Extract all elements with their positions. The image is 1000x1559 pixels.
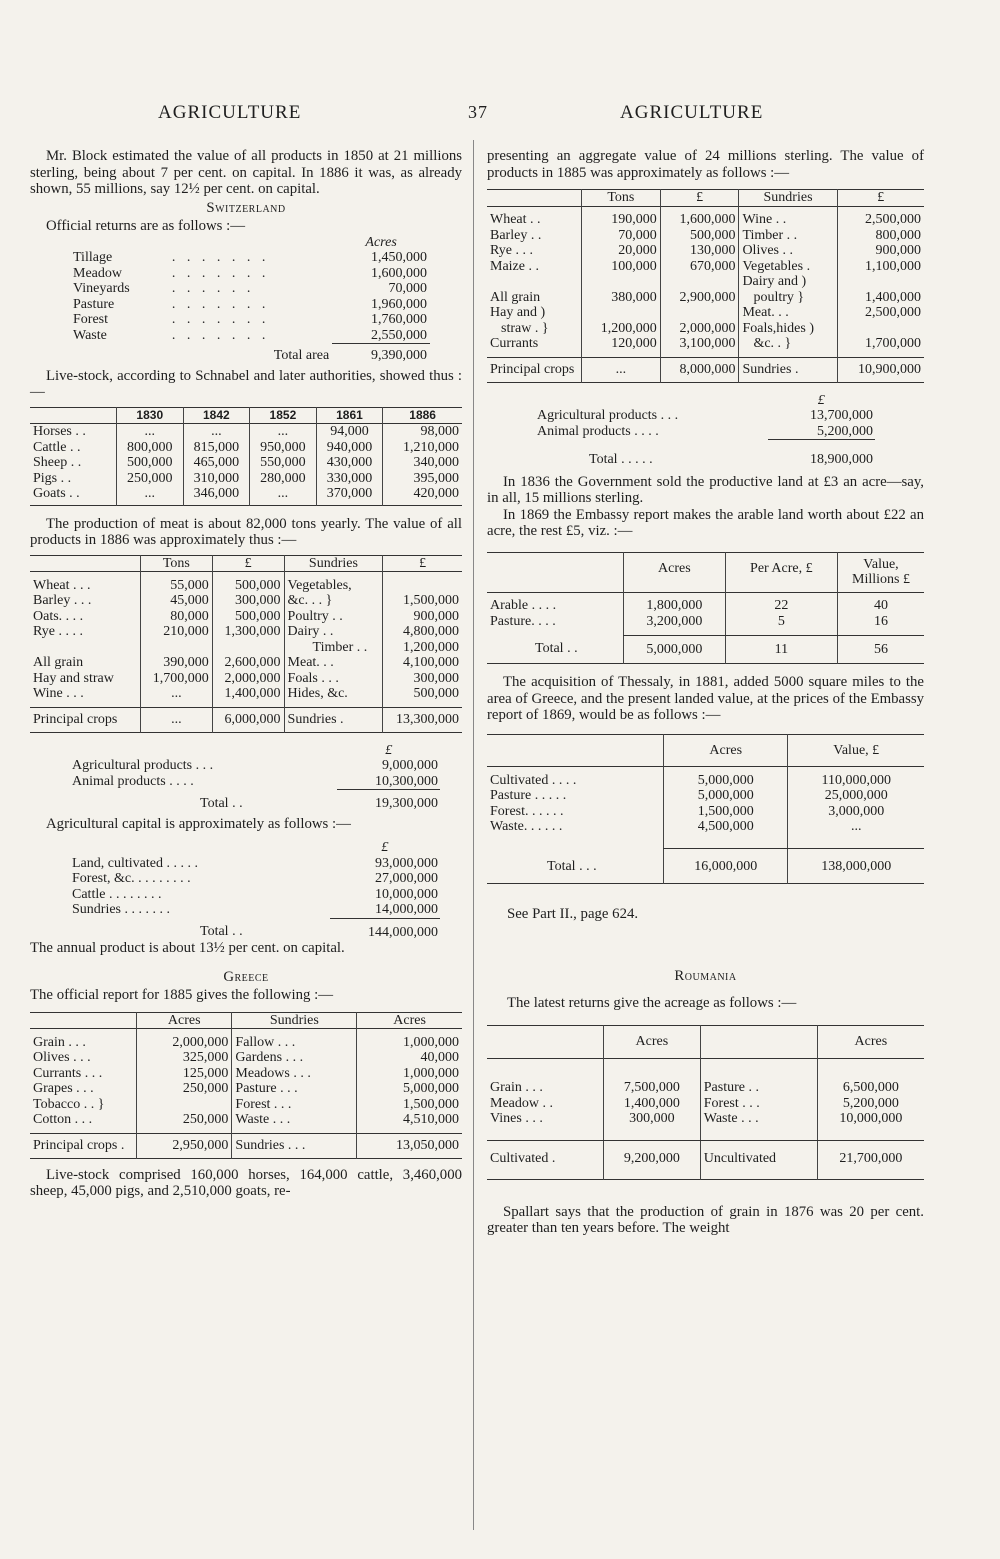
- heading-switzerland: Switzerland: [206, 199, 286, 216]
- table-row: Forest. . . . . . 1,500,000 3,000,000: [487, 804, 924, 820]
- table-row: Dairy and ): [487, 274, 924, 290]
- table-row: Cattle . . 800,000 815,000 950,000 940,000 1,210,000: [30, 440, 462, 456]
- table-row: Rye . . . . 210,000 1,300,000 Dairy . . 4,800,000: [30, 624, 462, 640]
- table-row: Hay and straw 1,700,000 2,000,000 Foals . . . 300,000: [30, 671, 462, 687]
- table-row: Barley . . 70,000 500,000 Timber . . 800,000: [487, 228, 924, 244]
- table-row: Agricultural products . . . 9,000,000: [72, 758, 438, 773]
- total-area-value: 9,390,000: [371, 348, 427, 363]
- table-row: Forest, &c. . . . . . . . . 27,000,000: [72, 871, 438, 886]
- paragraph-greece-livestock: Live-stock comprised 160,000 horses, 164,000 cattle, 3,460,000 sheep, 45,000 pigs, and 2,510,000 goats, re-: [30, 1166, 462, 1199]
- table-row: Vines . . . 300,000 Waste . . . 10,000,000: [487, 1111, 924, 1127]
- paragraph-see-part: See Part II., page 624.: [507, 905, 639, 922]
- table-row: Timber . . 1,200,000: [30, 640, 462, 656]
- paragraph-greece-intro: The official report for 1885 gives the following :—: [30, 987, 333, 1003]
- table-row: Sundries . . . . . . . 14,000,000: [72, 902, 438, 917]
- table-row: Animal products . . . . 10,300,000: [72, 773, 438, 789]
- table-row: Waste . . . . . . . 2,550,000: [70, 328, 430, 344]
- paragraph-1836-sale: In 1836 the Government sold the productive land at £3 an acre—say, in all, 15 millions sterling.: [487, 473, 924, 506]
- total-area-label: Total area: [273, 347, 330, 363]
- table-row: Animal products . . . . 5,200,000: [537, 423, 873, 439]
- table-row-total: Principal crops ... 6,000,000 Sundries . 13,300,000: [30, 708, 462, 733]
- table-row-total: Total . . . 16,000,000 138,000,000: [487, 849, 924, 884]
- switzerland-capital-table: £ Land, cultivated . . . . . 93,000,000 Forest, &c. . . . . . . . . 27,000,000 Cattle . . . . . . . . 10,000,000 Sundries . . . . . . . 14,000,000 Total . . 144,000,000: [72, 840, 438, 940]
- right-column: [487, 148, 924, 1237]
- table-row: Grain . . . 7,500,000 Pasture . . 6,500,000: [487, 1080, 924, 1096]
- heading-greece: Greece: [223, 968, 269, 985]
- table-row: Cultivated . . . . 5,000,000 110,000,000: [487, 773, 924, 789]
- table-row: Arable . . . . 1,800,000 22 40: [487, 598, 924, 614]
- table-row: Horses . . ... ... ... 94,000 98,000: [30, 424, 462, 440]
- table-row: Goats . . ... 346,000 ... 370,000 420,000: [30, 486, 462, 505]
- paragraph-livestock-intro: Live-stock, according to Schnabel and later authorities, showed thus :—: [30, 367, 462, 400]
- table-row: Vineyards . . . . . . 70,000: [73, 281, 427, 296]
- greece-summary-table: £ Agricultural products . . . 13,700,000 Animal products . . . . 5,200,000 Total . . . . . 18,900,000: [537, 392, 873, 467]
- table-row: Pasture . . . . . 5,000,000 25,000,000: [487, 788, 924, 804]
- table-row: Rye . . . 20,000 130,000 Olives . . 900,000: [487, 243, 924, 259]
- table-row: Wheat . . 190,000 1,600,000 Wine . . 2,500,000: [487, 212, 924, 228]
- acres-header: Acres: [365, 234, 397, 250]
- table-row: Tillage . . . . . . . 1,450,000: [73, 250, 427, 265]
- table-row: Pigs . . 250,000 310,000 280,000 330,000 395,000: [30, 471, 462, 487]
- table-row: All grain 390,000 2,600,000 Meat. . . 4,100,000: [30, 655, 462, 671]
- table-row: Maize . . 100,000 670,000 Vegetables . 1,100,000: [487, 259, 924, 275]
- table-row: Wine . . . ... 1,400,000 Hides, &c. 500,000: [30, 686, 462, 702]
- paragraph-roumania-intro: The latest returns give the acreage as follows :—: [507, 994, 797, 1011]
- table-row: Pasture. . . . 3,200,000 5 16: [487, 614, 924, 630]
- switzerland-summary-table: £ Agricultural products . . . 9,000,000 Animal products . . . . 10,300,000 Total . . 19,300,000: [72, 742, 438, 811]
- paragraph-meat-production: The production of meat is about 82,000 tons yearly. The value of all products in 1886 was approximately thus :—: [30, 515, 462, 548]
- switzerland-products-table: Tons £ Sundries £ Wheat . . . 55,000 500,000 Vegetables, Barley . . . 45,000 300,000 &c. . . } 1,500,000 Oats. . . . 80,000 500,000 Poultry . . 900,000 Rye . . . . 210,000 1,300,000 Dairy . . 4,800,000 Timber . . 1,200,000 All grain 390,000 2,600,000 Meat. . . 4,100,000 Hay and straw 1,700,000 2,000,000 Foals . . . 300,000 Wine . . . ... 1,400,000 Hides, &c. 500,000 Principal crops ... 6,000,000 Sundries . 13,300,000: [30, 555, 462, 733]
- thessaly-value-table: Acres Value, £ Cultivated . . . . 5,000,000 110,000,000 Pasture . . . . . 5,000,000 25,000,000 Forest. . . . . . 1,500,000 3,000,000 Waste. . . . . . 4,500,000 ... Total . . . 16,000,000 138,000,000: [487, 734, 924, 884]
- table-row: straw . } 1,200,000 2,000,000 Foals,hides ): [487, 321, 924, 337]
- table-row: Waste. . . . . . 4,500,000 ...: [487, 819, 924, 835]
- greece-products-table: Tons £ Sundries £ Wheat . . 190,000 1,600,000 Wine . . 2,500,000 Barley . . 70,000 500,000 Timber . . 800,000 Rye . . . 20,000 130,000 Olives . . 900,000 Maize . . 100,000 670,000 Vegetables . 1,100,000 Dairy and ) All grain 380,000 2,900,000 poultry } 1,400,000 Hay and ) Meat. . . 2,500,000 straw . } 1,200,000 2,000,000 Foals,hides ) Currants 120,000 3,100,000 &c. . } 1,700,000 Principal crops ... 8,000,000 Sundries . 10,900,000: [487, 189, 924, 383]
- greece-acreage-table: Acres Sundries Acres Grain . . . 2,000,000 Fallow . . . 1,000,000 Olives . . . 325,000 Gardens . . . 40,000 Currants . . . 125,000 Meadows . . . 1,000,000 Grapes . . . 250,000 Pasture . . . 5,000,000 Tobacco . . } Forest . . . 1,500,000 Cotton . . . 250,000 Waste . . . 4,510,000 Principal crops . 2,950,000 Sundries . . . 13,050,000: [30, 1012, 462, 1159]
- table-row: Grain . . . 2,000,000 Fallow . . . 1,000,000: [30, 1035, 462, 1051]
- embassy-report-table: Acres Per Acre, £ Value, Millions £ Arable . . . . 1,800,000 22 40 Pasture. . . . 3,200,000 5 16 Total . . 5,000,000 11 56: [487, 552, 924, 665]
- table-row: Grapes . . . 250,000 Pasture . . . 5,000,000: [30, 1081, 462, 1097]
- table-row-total: Principal crops . 2,950,000 Sundries . . . 13,050,000: [30, 1134, 462, 1159]
- paragraph-annual-product: The annual product is about 13½ per cent. on capital.: [30, 940, 345, 956]
- paragraph-capital-intro: Agricultural capital is approximately as follows :—: [46, 815, 351, 832]
- switzerland-land-table: [70, 235, 430, 364]
- table-row: Cattle . . . . . . . . 10,000,000: [72, 886, 438, 902]
- heading-roumania: Roumania: [674, 968, 737, 984]
- table-row: Meadow . . 1,400,000 Forest . . . 5,200,000: [487, 1096, 924, 1112]
- running-header-right: AGRICULTURE: [620, 102, 764, 123]
- paragraph-aggregate-value: presenting an aggregate value of 24 millions sterling. The value of products in 1885 was approximately as follows :—: [487, 148, 924, 181]
- left-column: [30, 148, 462, 1200]
- table-row: Sheep . . 500,000 465,000 550,000 430,000 340,000: [30, 455, 462, 471]
- table-row: Forest . . . . . . . 1,760,000: [73, 312, 427, 327]
- table-row-total: Total . . 5,000,000 11 56: [487, 635, 924, 664]
- table-row: Barley . . . 45,000 300,000 &c. . . } 1,500,000: [30, 593, 462, 609]
- table-row: Olives . . . 325,000 Gardens . . . 40,000: [30, 1050, 462, 1066]
- paragraph-block-estimate: Mr. Block estimated the value of all products in 1850 at 21 millions sterling, being about 7 per cent. on capital. In 1886 it was, as already shown, 55 millions, say 12½ per cent. on capital.: [30, 148, 462, 197]
- table-row: Cotton . . . 250,000 Waste . . . 4,510,000: [30, 1112, 462, 1128]
- page-number: 37: [468, 102, 488, 122]
- table-row: Land, cultivated . . . . . 93,000,000: [72, 855, 438, 871]
- table-row: Currants 120,000 3,100,000 &c. . } 1,700,000: [487, 336, 924, 352]
- paragraph-thessaly: The acquisition of Thessaly, in 1881, added 5000 square miles to the area of Greece, and the present landed value, at the prices of the Embassy report of 1869, would be as follows :—: [487, 674, 924, 723]
- switzerland-livestock-table: 1830 1842 1852 1861 1886 Horses . . ... ... ... 94,000 98,000 Cattle . . 800,000 815,000 950,000 940,000 1,210,000 Sheep . . 500,000 465,000 550,000 430,000 340,000 Pigs . . 250,000 310,000 280,000 330,000 395,000 Goats . . ... 346,000 ... 370,000 420,000: [30, 407, 462, 506]
- table-row: Oats. . . . 80,000 500,000 Poultry . . 900,000: [30, 609, 462, 625]
- table-row: All grain 380,000 2,900,000 poultry } 1,400,000: [487, 290, 924, 306]
- column-divider: [473, 140, 474, 1530]
- table-row: Wheat . . . 55,000 500,000 Vegetables,: [30, 578, 462, 594]
- table-row-total: Cultivated . 9,200,000 Uncultivated 21,700,000: [487, 1141, 924, 1180]
- table-row: Pasture . . . . . . . 1,960,000: [73, 296, 427, 312]
- table-row-total: Principal crops ... 8,000,000 Sundries . 10,900,000: [487, 358, 924, 383]
- paragraph-1869-embassy: In 1869 the Embassy report makes the arable land worth about £22 an acre, the rest £5, viz. :—: [487, 506, 924, 539]
- table-row: Currants . . . 125,000 Meadows . . . 1,000,000: [30, 1066, 462, 1082]
- table-row: Agricultural products . . . 13,700,000: [537, 408, 873, 423]
- table-row: Hay and ) Meat. . . 2,500,000: [487, 305, 924, 321]
- roumania-acreage-table: Acres Acres Grain . . . 7,500,000 Pasture . . 6,500,000 Meadow . . 1,400,000 Forest . . . 5,200,000 Vines . . . 300,000 Waste . . . 10,000,000 Cultivated . 9,200,000 Uncultivated 21,700,000: [487, 1025, 924, 1180]
- paragraph-spallart: Spallart says that the production of grain in 1876 was 20 per cent. greater than ten years before. The weight: [487, 1203, 924, 1236]
- running-header-left: AGRICULTURE: [158, 102, 302, 123]
- table-row: Meadow . . . . . . . 1,600,000: [73, 265, 427, 281]
- table-row: Tobacco . . } Forest . . . 1,500,000: [30, 1097, 462, 1113]
- paragraph-official-returns: Official returns are as follows :—: [46, 218, 246, 234]
